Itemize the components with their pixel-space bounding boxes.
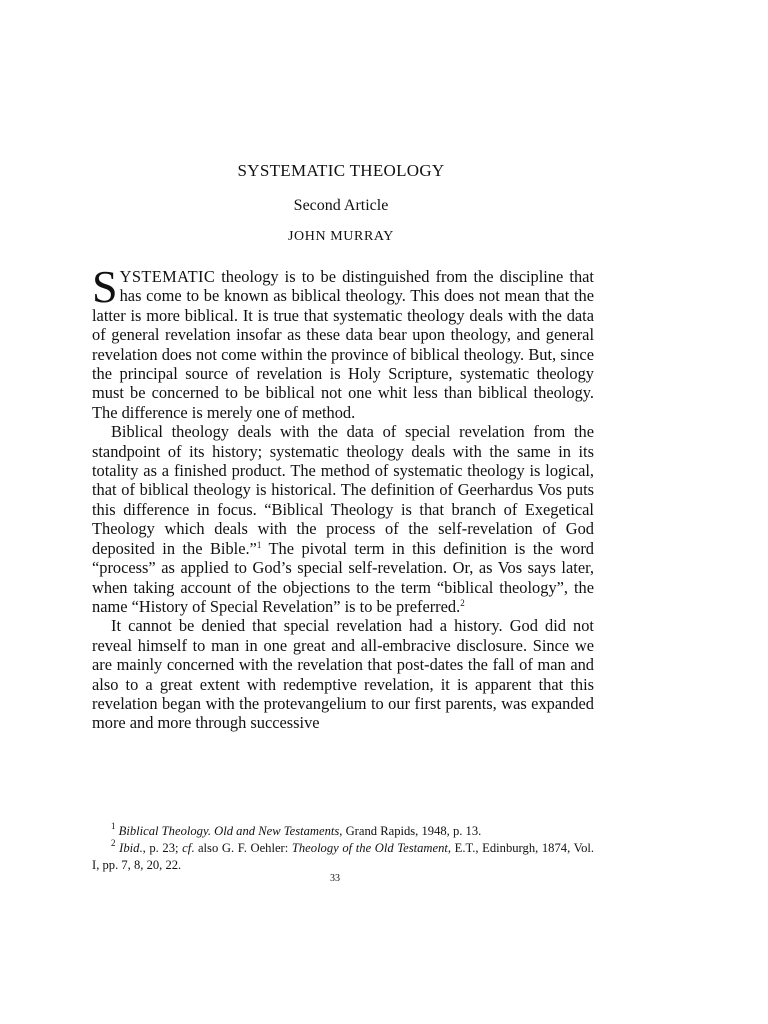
paragraph-3 — [92, 616, 594, 732]
paragraph-2-text-a: Biblical theology deals with the data of special revelation from the standpoint of its history; systematic theology deals with the same in its totality as a finished product. The method of systematic theology is logical, that of biblical theology is historical. The definition of Geerhardus Vos puts this difference in focus. “Biblical Theology is that branch of Exegetical Theology which deals with the process of the self-revelation of God deposited in the Bible.” — [92, 422, 594, 558]
footnote-2-text-a: ., p. 23; — [139, 841, 183, 855]
footnote-2-text-b: . also G. F. Oehler: — [191, 841, 292, 855]
paragraph-1-text: theology is to be distinguished from the discipline that has come to be known as biblical theology. This does not mean that the latter is more biblical. It is true that systematic theology deals with the data of general revelation insofar as these data bear upon theology, and general revelation does not come within the province of biblical theology. But, since the principal source of revelation is Holy Scripture, systematic theology must be concerned to be biblical not one whit less than biblical theology. The difference is merely one of method. — [92, 267, 594, 422]
article-title: SYSTEMATIC THEOLOGY — [237, 161, 445, 180]
footnote-2 — [92, 840, 594, 874]
document-page — [92, 0, 594, 1024]
footnote-ref-1: 1 — [256, 539, 262, 550]
footnote-2-mark: 2 — [111, 838, 116, 848]
footnote-2-ibid: Ibid — [119, 841, 140, 855]
footnote-ref-2: 2 — [460, 597, 465, 608]
footnote-2-text-c: , E.T., Edinburgh, 1874, Vol. I, pp. 7, 8, 20, 22. — [92, 841, 595, 872]
article-author: JOHN MURRAY — [287, 229, 395, 244]
paragraph-2 — [92, 422, 594, 616]
footnote-2-title: Theology of the Old Testament — [291, 841, 448, 855]
article-subtitle: Second Article — [293, 197, 389, 214]
footnote-2-cf: cf — [182, 841, 192, 855]
paragraph-3-text: It cannot be denied that special revelation had a history. God did not reveal himself to man in one great and all-embracive disclosure. Since we are mainly concerned with the revelation that post-dates the fall of man and also to a great extent with redemptive revelation, it is apparent that this revelation began with the protevangelium to our first parents, was expanded more and more through successive — [92, 616, 594, 733]
footnote-1 — [92, 823, 594, 840]
drop-cap: S — [92, 261, 118, 312]
footnote-1-mark: 1 — [111, 821, 116, 831]
footnotes — [92, 823, 594, 874]
paragraph-1-lead: YSTEMATIC — [119, 267, 216, 286]
article-body — [92, 261, 594, 733]
page-number: 33 — [330, 873, 340, 884]
footnote-1-title: Biblical Theology. Old and New Testaments — [118, 824, 340, 838]
paragraph-1 — [92, 261, 594, 422]
paragraph-2-text-b: The pivotal term in this definition is the word “process” as applied to God’s special self-revelation. Or, as Vos says later, when taking account of the objections to the term “biblical theology”, the name “History of Special Revelation” is to be preferred. — [92, 538, 594, 616]
footnote-1-text: , Grand Rapids, 1948, p. 13. — [339, 824, 482, 838]
